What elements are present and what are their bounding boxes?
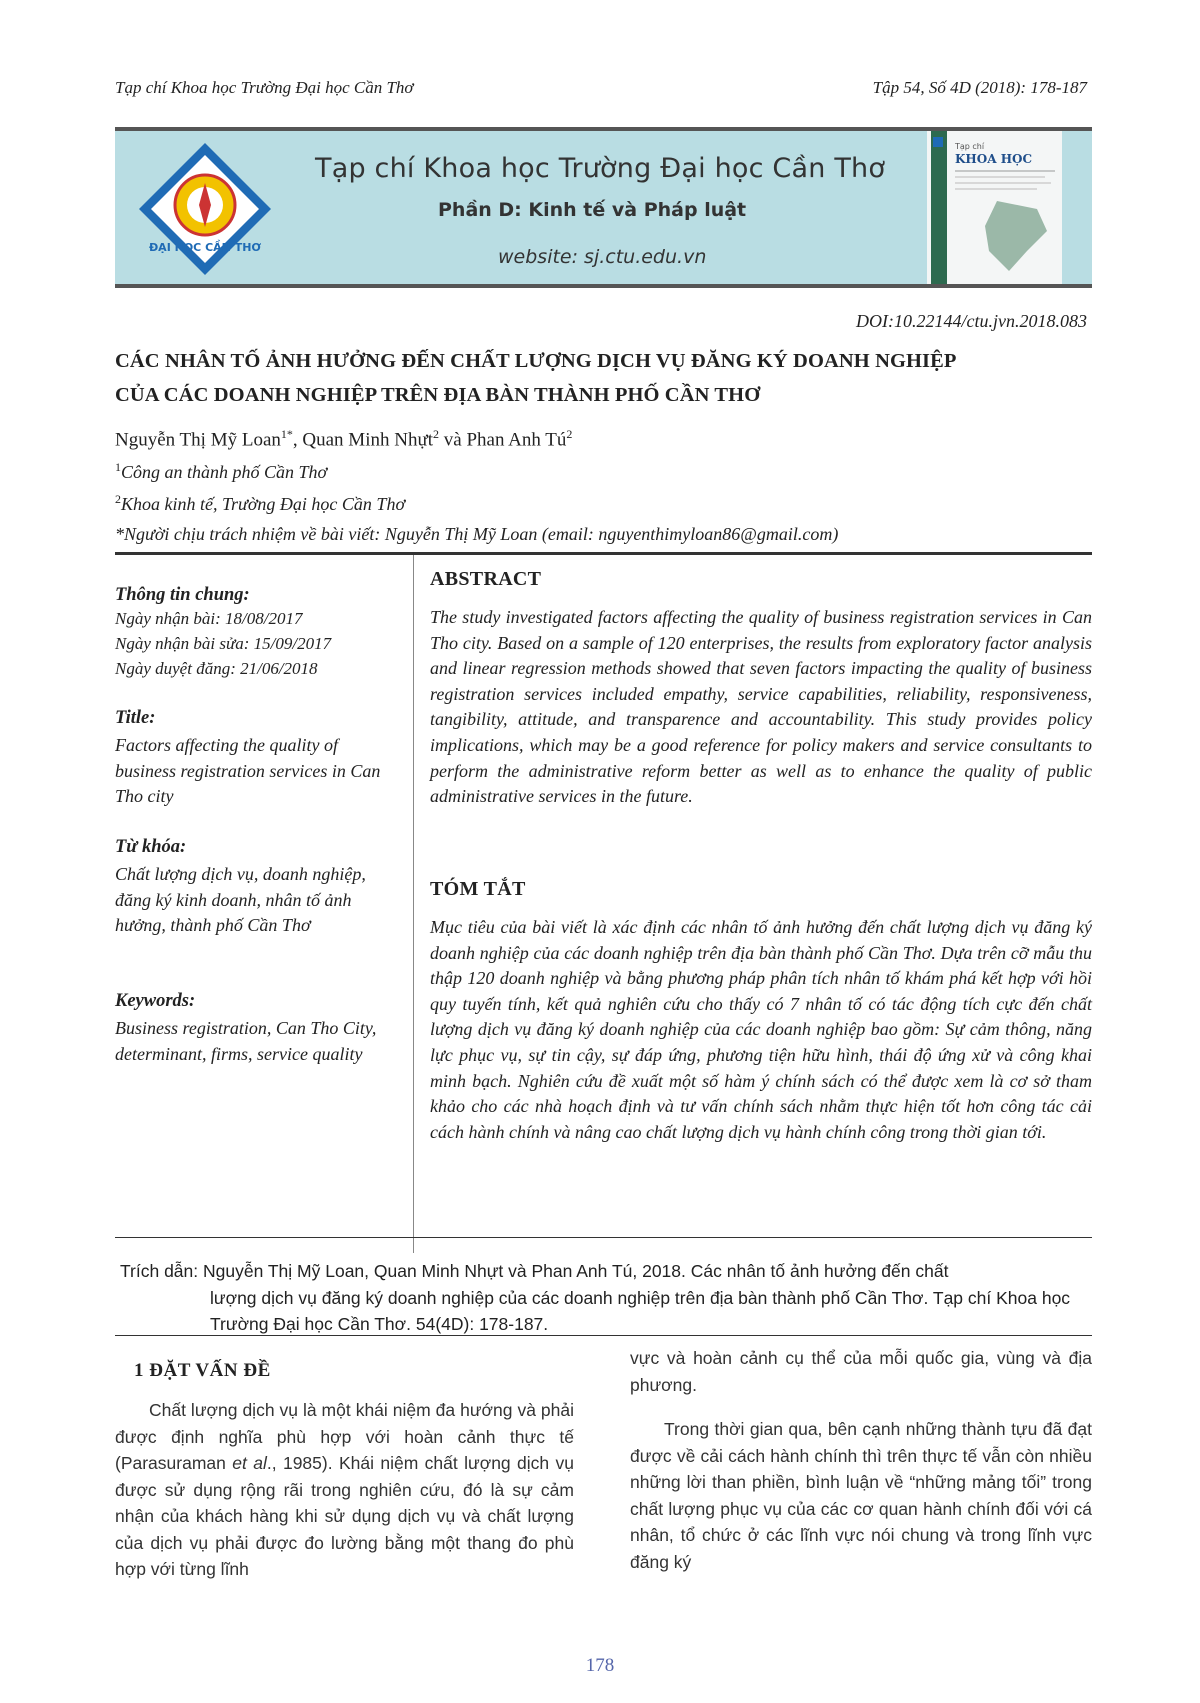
banner-title: Tạp chí Khoa học Trường Đại học Cần Thơ [315, 153, 886, 184]
article-title [115, 344, 1095, 412]
paragraph-1 [115, 1397, 574, 1583]
page-number: 178 [585, 1655, 615, 1676]
author-2: Quan Minh Nhựt [302, 429, 434, 451]
tukhoa-list: Chất lượng dịch vụ, doanh nghiệp, đăng ký kinh doanh, nhân tố ảnh hưởng, thành phố Cần Thơ [115, 864, 366, 935]
cover-big-text: KHOA HỌC [955, 152, 1033, 166]
doi: DOI:10.22144/ctu.jvn.2018.083 [856, 311, 1087, 331]
affiliation-1-mark: 1 [115, 460, 121, 474]
cover-small-text: Tạp chí [955, 142, 985, 151]
citation-rest: lượng dịch vụ đăng ký doanh nghiệp của các doanh nghiệp trên địa bàn thành phố Cần Thơ. Tạp chí Khoa học Trường Đại học Cần Thơ. 54(4D): 178-187. [210, 1287, 1071, 1334]
citation-line-1: Trích dẫn: Nguyễn Thị Mỹ Loan, Quan Minh Nhựt và Phan Anh Tú, 2018. Các nhân tố ảnh hưởng đến chất [120, 1261, 949, 1281]
divider-citation-top [115, 1237, 1092, 1238]
divider-citation-bottom [115, 1335, 1092, 1336]
column-divider [413, 555, 414, 1253]
title-heading: Title: [115, 708, 156, 728]
corresponding-author: *Người chịu trách nhiệm về bài viết: Nguyễn Thị Mỹ Loan (email: nguyenthimyloan86@gmail.com) [115, 524, 839, 544]
journal-cover-image [927, 131, 1062, 284]
paragraph-1-part-b: ., 1985). Khái niệm chất lượng dịch vụ được sử dụng rộng rãi trong nghiên cứu, đó là sự cảm nhận của khách hàng khi sử dụng dịch vụ và chất lượng của dịch vụ phải được đo lường bằng một thang đo phù hợp với từng lĩnh [115, 1453, 574, 1579]
received-date: Ngày nhận bài: 18/08/2017 [115, 609, 303, 628]
section-1-heading: 1 ĐẶT VẤN ĐỀ [134, 1360, 271, 1381]
keywords-list: Business registration, Can Tho City, determinant, firms, service quality [115, 1018, 377, 1064]
abstract-text: The study investigated factors affecting the quality of business registration services in Can Tho city. Based on a sample of 120 enterprises, the results from exploratory factor analysis and linear regression methods showed that seven factors impacting the quality of business registration services included empathy, service capabilities, reliability, responsiveness, tangibility, attitude, and transparence and accountability. This study provides policy implications, which may be a good reference for policy makers and service consultants to perform the administrative reform better as well as to enhance the quality of public administrative services in the future. [430, 607, 1092, 807]
author-1: Nguyễn Thị Mỹ Loan [115, 429, 281, 451]
tomtat-heading: TÓM TẮT [430, 878, 526, 900]
affiliation-2-mark: 2 [115, 492, 121, 506]
tukhoa-heading: Từ khóa: [115, 837, 187, 857]
logo-text: ĐẠI HỌC CẦN THƠ [148, 241, 262, 254]
running-issue-info: Tập 54, Số 4D (2018): 178-187 [872, 78, 1087, 97]
author-separator-1: , [292, 429, 303, 451]
journal-banner [115, 127, 1092, 288]
divider-top [115, 552, 1092, 555]
author-2-mark: 2 [433, 427, 440, 441]
body-column-left [115, 1397, 574, 1583]
tomtat-text: Mục tiêu của bài viết là xác định các nhân tố ảnh hưởng đến chất lượng dịch vụ đăng ký doanh nghiệp của các doanh nghiệp trên địa bàn thành phố Cần Thơ. Dựa trên cỡ mẫu thu thập 120 doanh nghiệp và bằng phương pháp phân tích nhân tố khám phá kết hợp với hồi quy tuyến tính, kết quả nghiên cứu cho thấy có 7 nhân tố có tác động tích cực đến chất lượng dịch vụ đăng ký doanh nghiệp của các doanh nghiệp bao gồm: Sự cảm thông, năng lực phục vụ, sự tin cậy, sự đáp ứng, phương tiện hữu hình, thái độ ứng xử và công khai minh bạch. Nghiên cứu đề xuất một số hàm ý chính sách có thể được xem là cơ sở tham khảo cho các nhà hoạch định và tư vấn chính sách nhằm thực hiện tốt hơn công tác cải cách hành chính và nâng cao chất lượng dịch vụ hành chính công trong thời gian tới. [430, 917, 1092, 1142]
keywords-heading: Keywords: [115, 991, 196, 1011]
accepted-date: Ngày duyệt đăng: 21/06/2018 [115, 659, 318, 678]
affiliation-1-text: Công an thành phố Cần Thơ [121, 462, 328, 482]
body-column-right [630, 1345, 1092, 1575]
author-1-mark: 1* [280, 427, 293, 441]
banner-subtitle: Phần D: Kinh tế và Pháp luật [438, 199, 747, 221]
affiliation-2 [115, 492, 405, 515]
paragraph-1-part-a: Chất lượng dịch vụ là một khái niệm đa hướng và phải được định nghĩa phù hợp với hoàn cảnh thực tế (Parasuraman [115, 1400, 574, 1473]
info-heading: Thông tin chung: [115, 585, 250, 605]
abstract-heading: ABSTRACT [430, 568, 542, 590]
running-journal-title: Tạp chí Khoa học Trường Đại học Cần Thơ [115, 78, 414, 97]
english-title: Factors affecting the quality of business registration services in Can Tho city [115, 735, 381, 806]
affiliation-1 [115, 460, 327, 483]
paragraph-1-continued: vực và hoàn cảnh cụ thể của mỗi quốc gia, vùng và địa phương. [630, 1348, 1092, 1395]
authors [115, 427, 572, 451]
author-3: Phan Anh Tú [466, 429, 567, 451]
paragraph-2: Trong thời gian qua, bên cạnh những thành tựu đã đạt được về cải cách hành chính thì trên thực tế vẫn còn nhiều những lời than phiền, bình luận về “những mảng tối” trong chất lượng phục vụ của các cơ quan hành chính đối với cá nhân, tổ chức ở các lĩnh vực nói chung và trong lĩnh vực đăng ký [630, 1419, 1092, 1572]
article-title-line-1: CÁC NHÂN TỐ ẢNH HƯỞNG ĐẾN CHẤT LƯỢNG DỊCH VỤ ĐĂNG KÝ DOANH NGHIỆP [115, 350, 957, 372]
citation [120, 1258, 1092, 1338]
author-separator-2: và [439, 429, 467, 451]
revised-date: Ngày nhận bài sửa: 15/09/2017 [115, 634, 332, 653]
et-al: et al [232, 1453, 267, 1473]
university-logo [135, 139, 275, 279]
banner-website: website: sj.ctu.edu.vn [498, 246, 707, 268]
cover-art [927, 131, 1062, 284]
article-title-line-2: CỦA CÁC DOANH NGHIỆP TRÊN ĐỊA BÀN THÀNH PHỐ CẦN THƠ [115, 384, 761, 406]
affiliation-2-text: Khoa kinh tế, Trường Đại học Cần Thơ [121, 494, 406, 514]
author-3-mark: 2 [566, 427, 573, 441]
